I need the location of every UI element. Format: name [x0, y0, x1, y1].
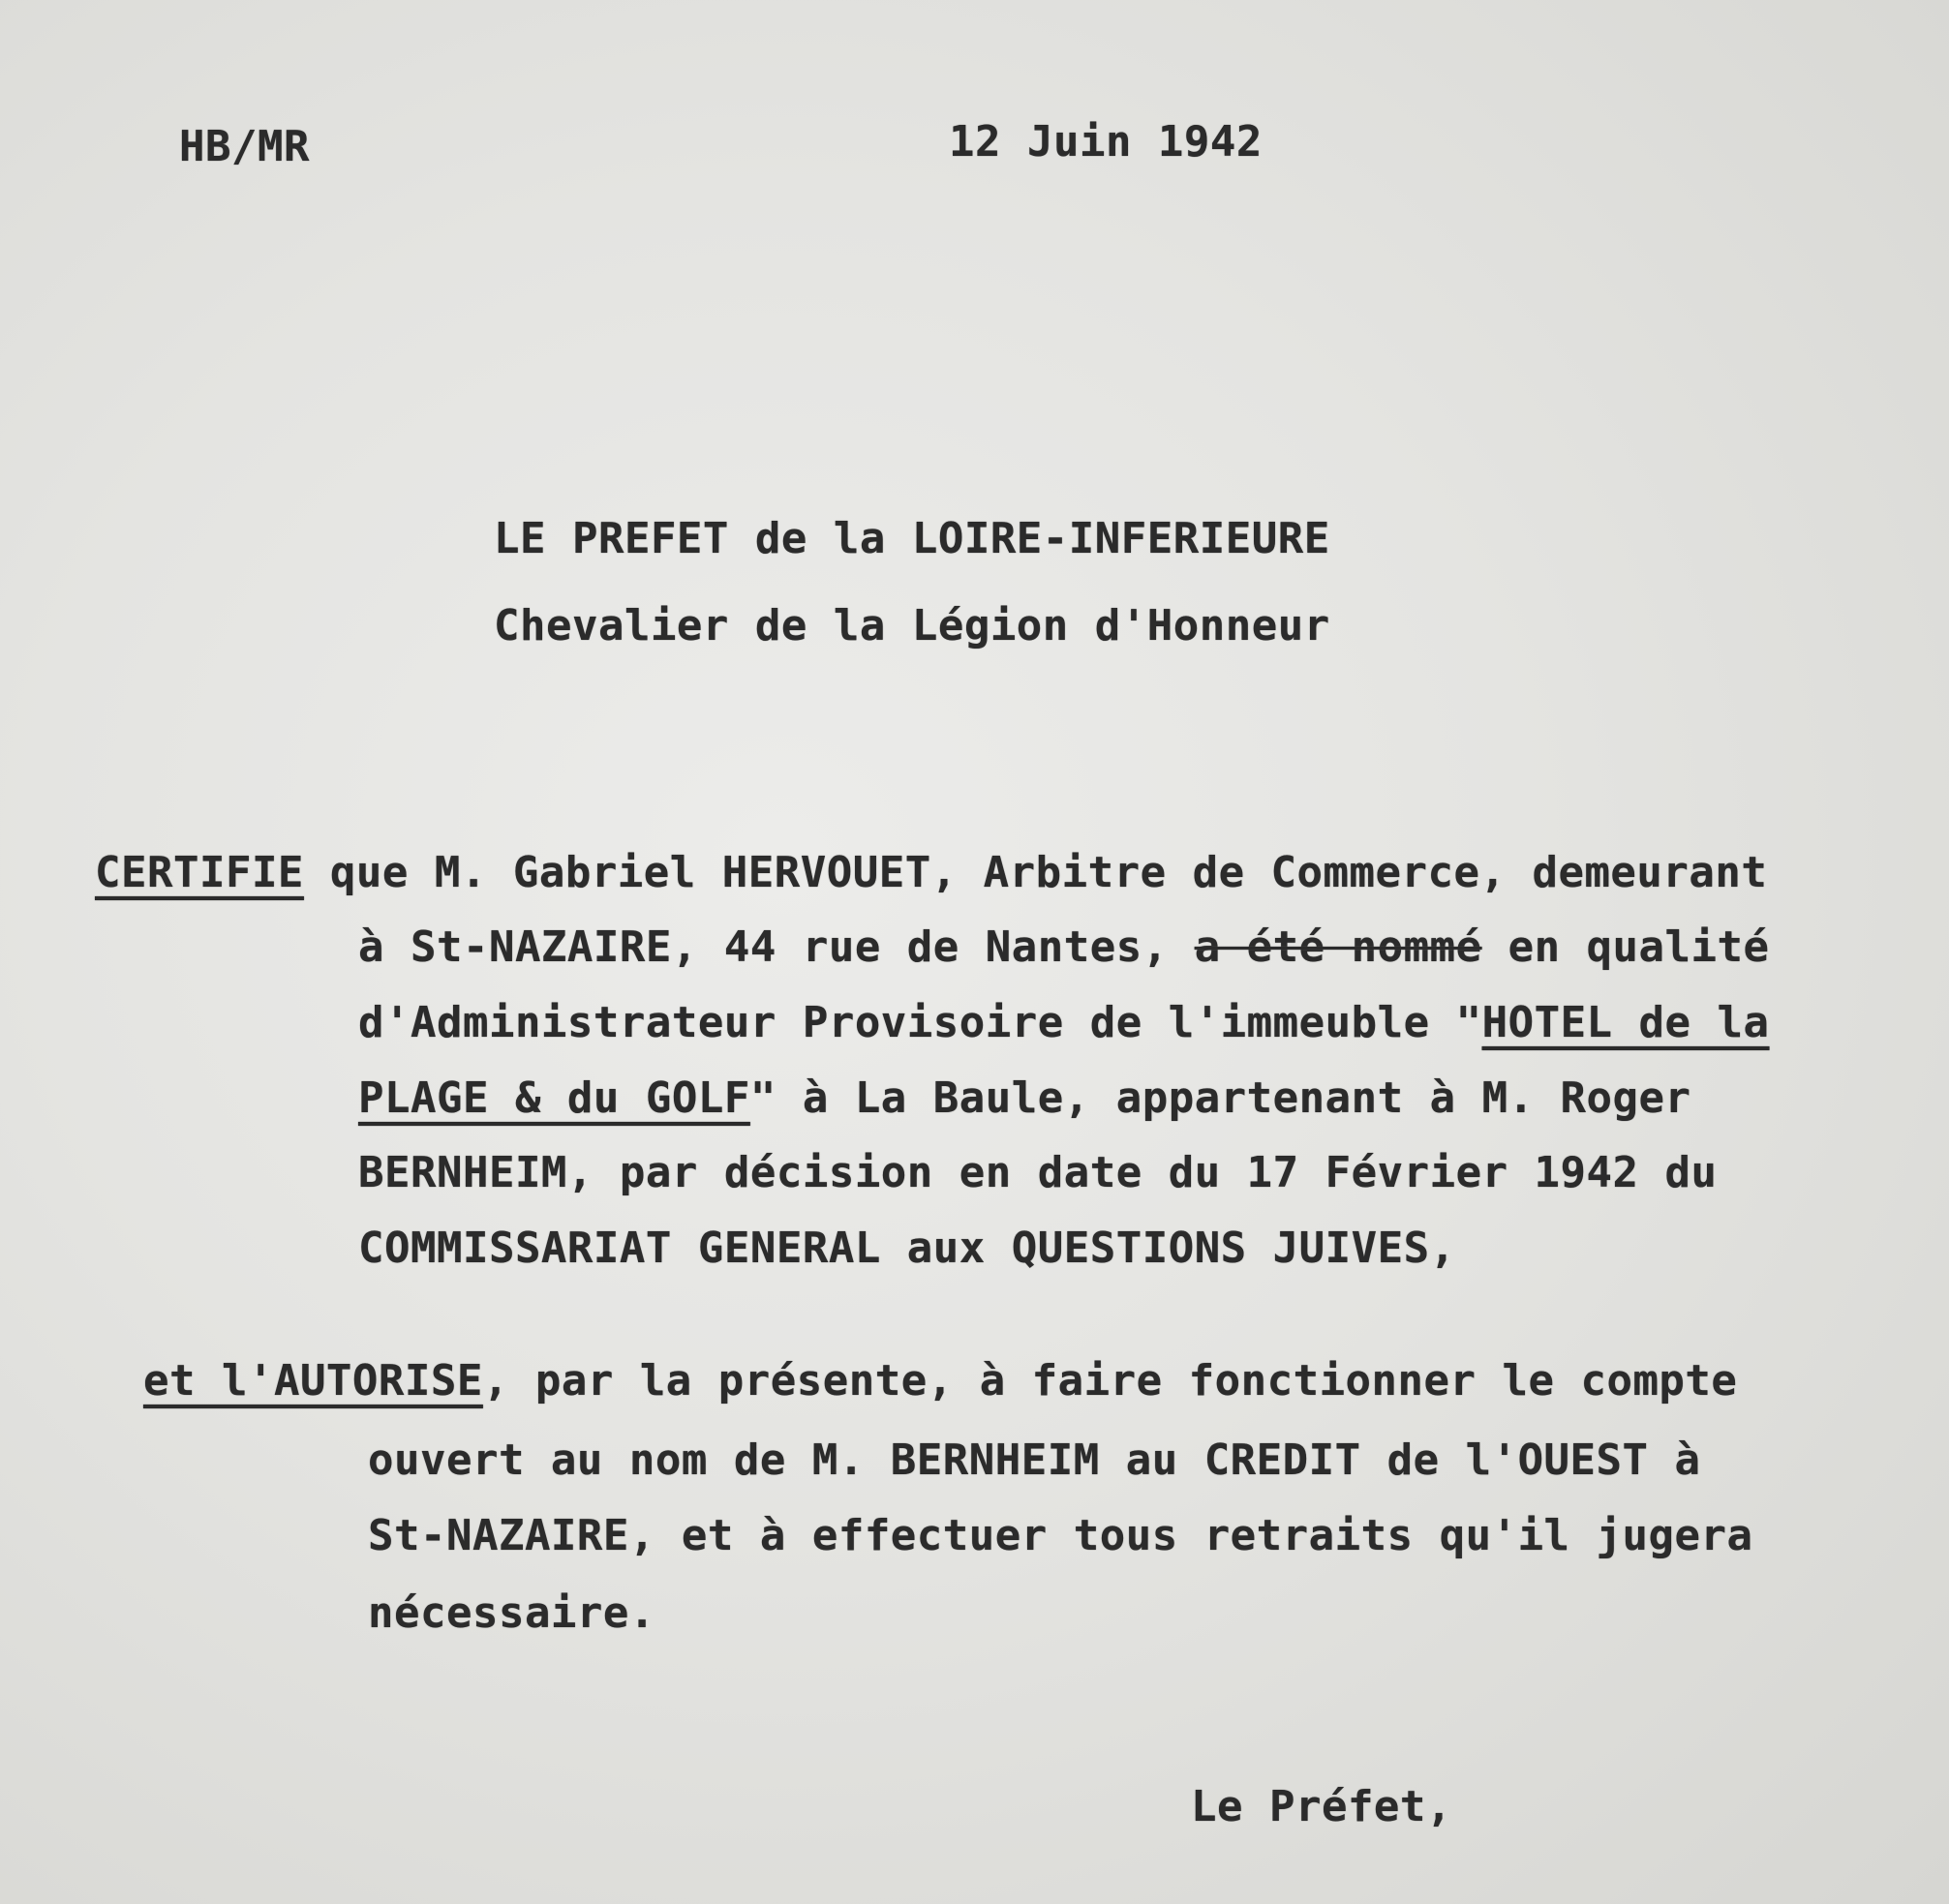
certification-line-1 [95, 848, 1768, 897]
authorization-text-1: , par la présente, à faire fonctionner le compte [482, 1356, 1738, 1405]
authority-title: LE PREFET de la LOIRE-INFERIEURE [494, 514, 1330, 563]
reference-code: HB/MR [179, 122, 310, 171]
autorise-keyword: et l'AUTORISE [143, 1356, 483, 1405]
struck-text: a été nommé [1194, 922, 1482, 972]
document-date: 12 Juin 1942 [949, 117, 1263, 166]
certification-line-6: COMMISSARIAT GENERAL aux QUESTIONS JUIVES, [358, 1224, 1456, 1273]
authorization-line-4: nécessaire. [368, 1588, 655, 1638]
certifie-keyword: CERTIFIE [95, 848, 304, 897]
hotel-name-part-2: PLAGE & du GOLF [358, 1073, 750, 1123]
certification-line-4 [358, 1073, 1691, 1123]
certification-text-2b: en qualité [1481, 922, 1770, 972]
certification-line-2 [358, 922, 1770, 972]
certification-text-3a: d'Administrateur Provisoire de l'immeuble " [358, 998, 1482, 1047]
certification-text-4b: " à La Baule, appartenant à M. Roger [749, 1073, 1691, 1123]
authorization-line-2: ouvert au nom de M. BERNHEIM au CREDIT de l'OUEST à [368, 1436, 1701, 1485]
authorization-line-3: St-NAZAIRE, et à effectuer tous retraits qu'il jugera [368, 1511, 1753, 1560]
hotel-name-part-1: HOTEL de la [1481, 998, 1770, 1047]
signature-title: Le Préfet, [1191, 1782, 1452, 1831]
authority-honour: Chevalier de la Légion d'Honneur [494, 601, 1330, 650]
certification-line-5: BERNHEIM, par décision en date du 17 Février 1942 du [358, 1148, 1718, 1197]
authorization-line-1 [143, 1356, 1738, 1405]
certification-text-1: que M. Gabriel HERVOUET, Arbitre de Commerce, demeurant [303, 848, 1768, 897]
certification-text-2a: à St-NAZAIRE, 44 rue de Nantes, [358, 922, 1195, 972]
certification-line-3 [358, 998, 1770, 1047]
